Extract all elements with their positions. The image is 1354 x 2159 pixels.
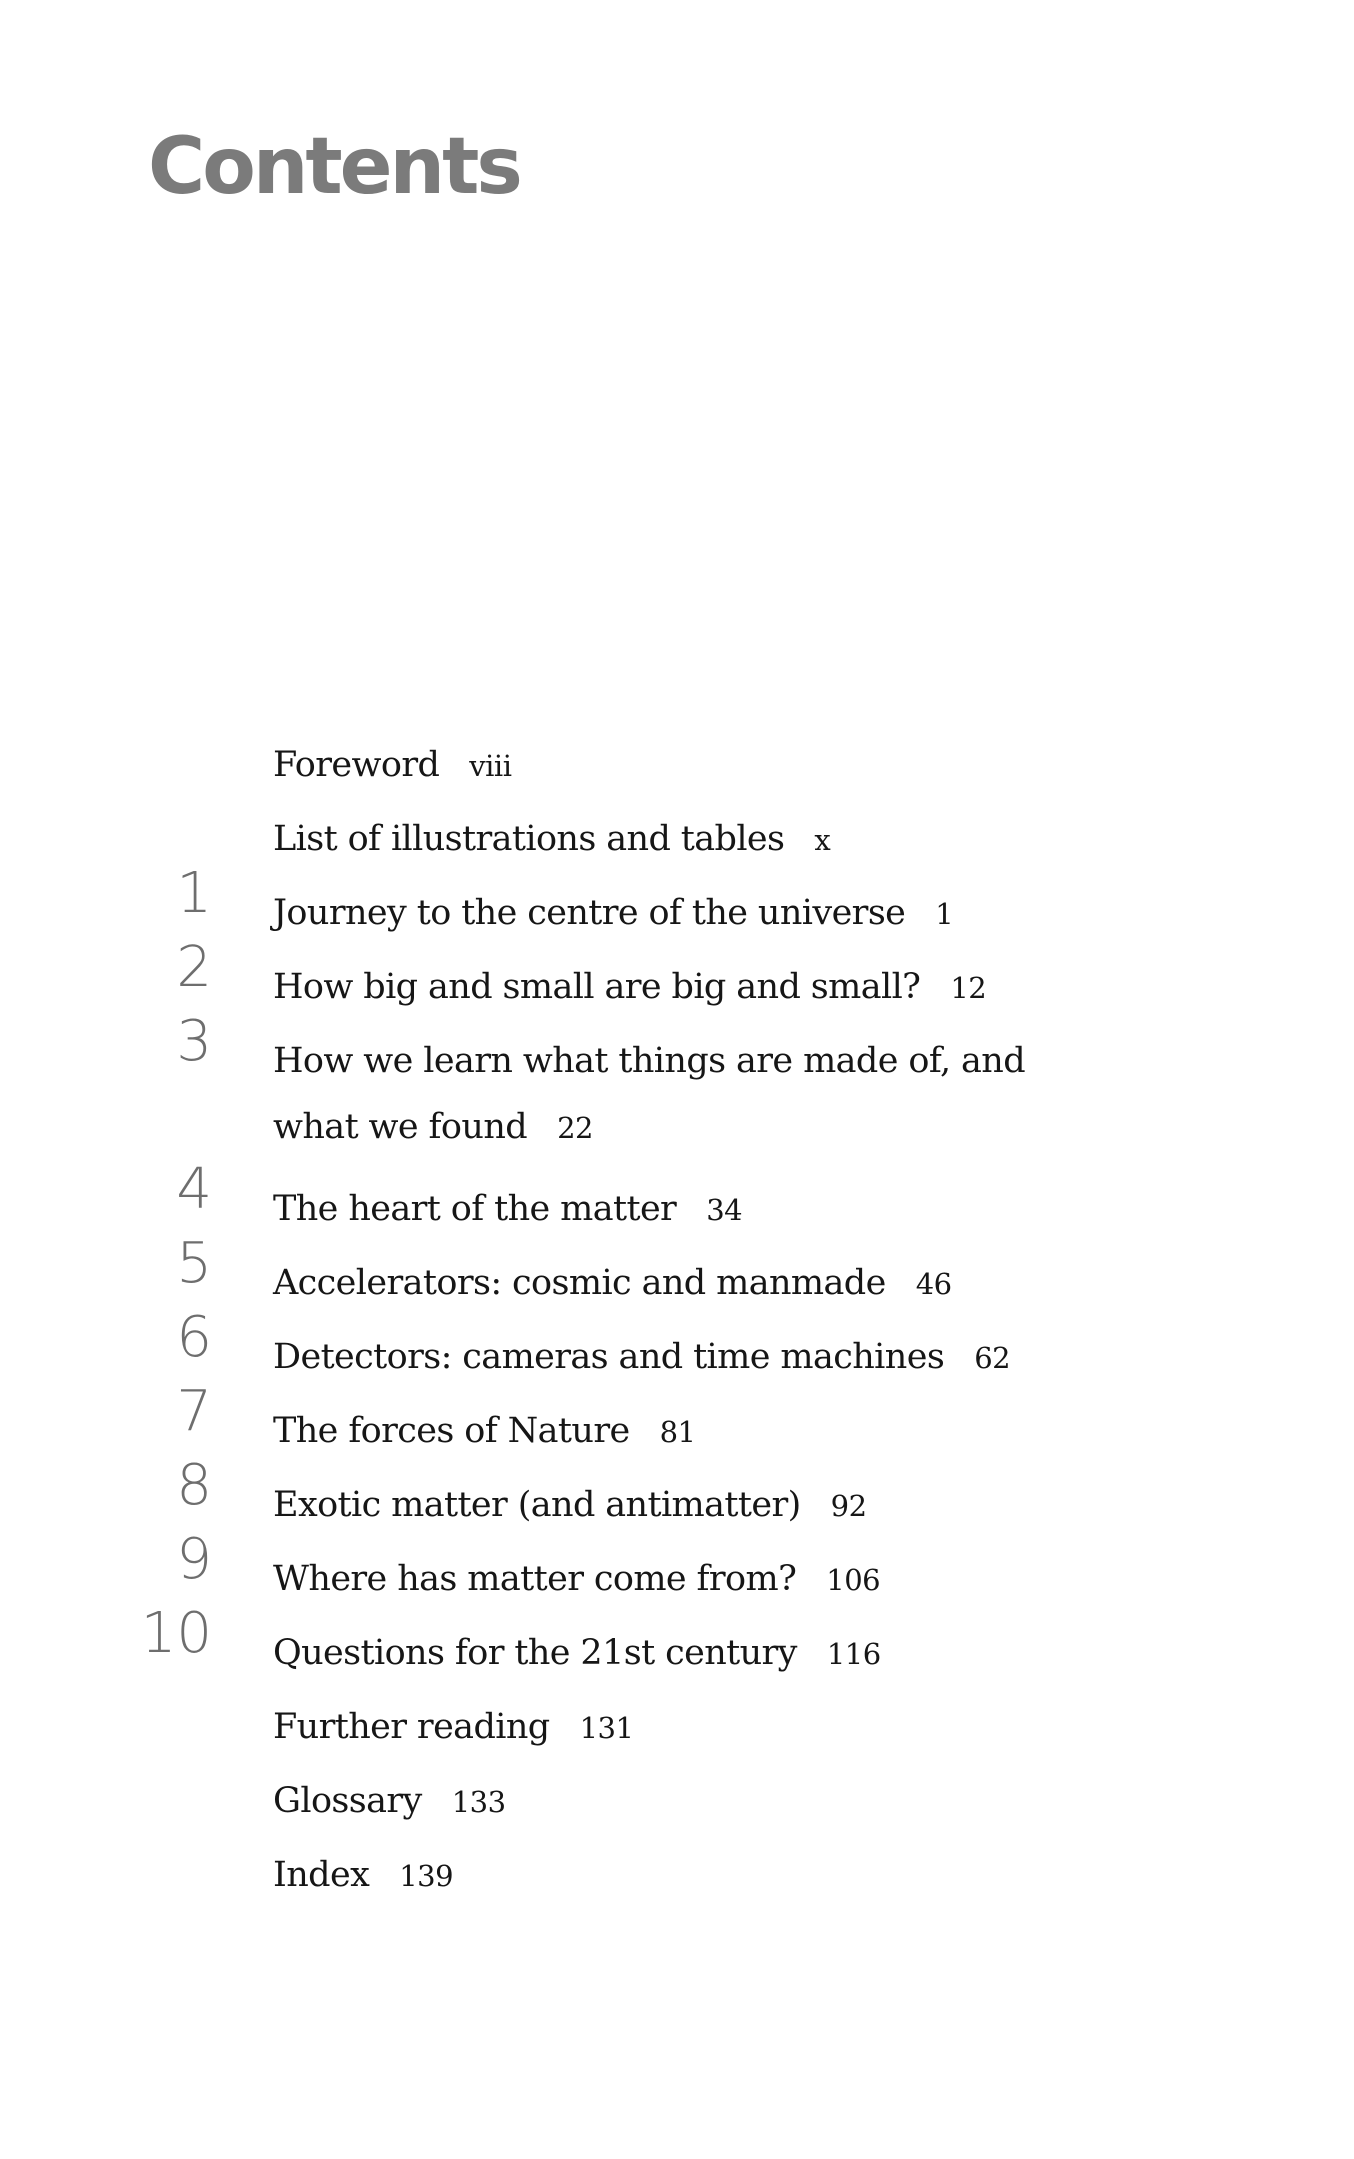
- entry-title: Journey to the centre of the universe: [273, 893, 906, 933]
- entry-title: The forces of Nature: [273, 1411, 630, 1451]
- page-number: 22: [557, 1111, 593, 1145]
- entry-title: Questions for the 21st century: [273, 1633, 797, 1673]
- entry-title: Exotic matter (and antimatter): [273, 1485, 801, 1525]
- page-number: 62: [974, 1341, 1011, 1375]
- chapter-number: 3: [176, 1009, 212, 1074]
- chapter-number: 5: [176, 1231, 212, 1296]
- chapter-number: 8: [176, 1453, 212, 1518]
- chapter-number: 2: [176, 935, 212, 1000]
- page-title: Contents: [148, 122, 520, 212]
- chapter-number: 4: [176, 1157, 212, 1222]
- entry-title: List of illustrations and tables: [273, 819, 785, 859]
- page-number: viii: [469, 749, 512, 783]
- chapter-number: 6: [176, 1305, 212, 1370]
- entry-title: Accelerators: cosmic and manmade: [273, 1263, 886, 1303]
- page-number: 133: [451, 1785, 506, 1819]
- chapter-number: 1: [176, 861, 212, 926]
- chapter-number: 10: [140, 1601, 212, 1666]
- entry-title: Foreword: [273, 745, 440, 785]
- page-number: 1: [935, 897, 954, 931]
- page-number: 12: [950, 971, 987, 1005]
- page-number: 34: [706, 1193, 743, 1227]
- entry-title: The heart of the matter: [273, 1189, 677, 1229]
- entry-title: How big and small are big and small?: [273, 967, 921, 1007]
- entry-title: Detectors: cameras and time machines: [273, 1337, 945, 1377]
- entry-title: Where has matter come from?: [273, 1559, 797, 1599]
- page-number: 81: [659, 1415, 696, 1449]
- page-number: x: [814, 823, 831, 857]
- entry-title: Index: [273, 1855, 370, 1895]
- page-number: 92: [830, 1489, 867, 1523]
- entry-title: How we learn what things are made of, and what we found: [273, 1041, 1026, 1147]
- chapter-number: 7: [176, 1379, 212, 1444]
- page-number: 139: [399, 1859, 454, 1893]
- page-number: 116: [826, 1637, 881, 1671]
- page-number: 131: [579, 1711, 634, 1745]
- entry-title: Further reading: [273, 1707, 550, 1747]
- entry-title: Glossary: [273, 1781, 422, 1821]
- chapter-number: 9: [176, 1527, 212, 1592]
- page-number: 106: [826, 1563, 881, 1597]
- page-number: 46: [915, 1267, 952, 1301]
